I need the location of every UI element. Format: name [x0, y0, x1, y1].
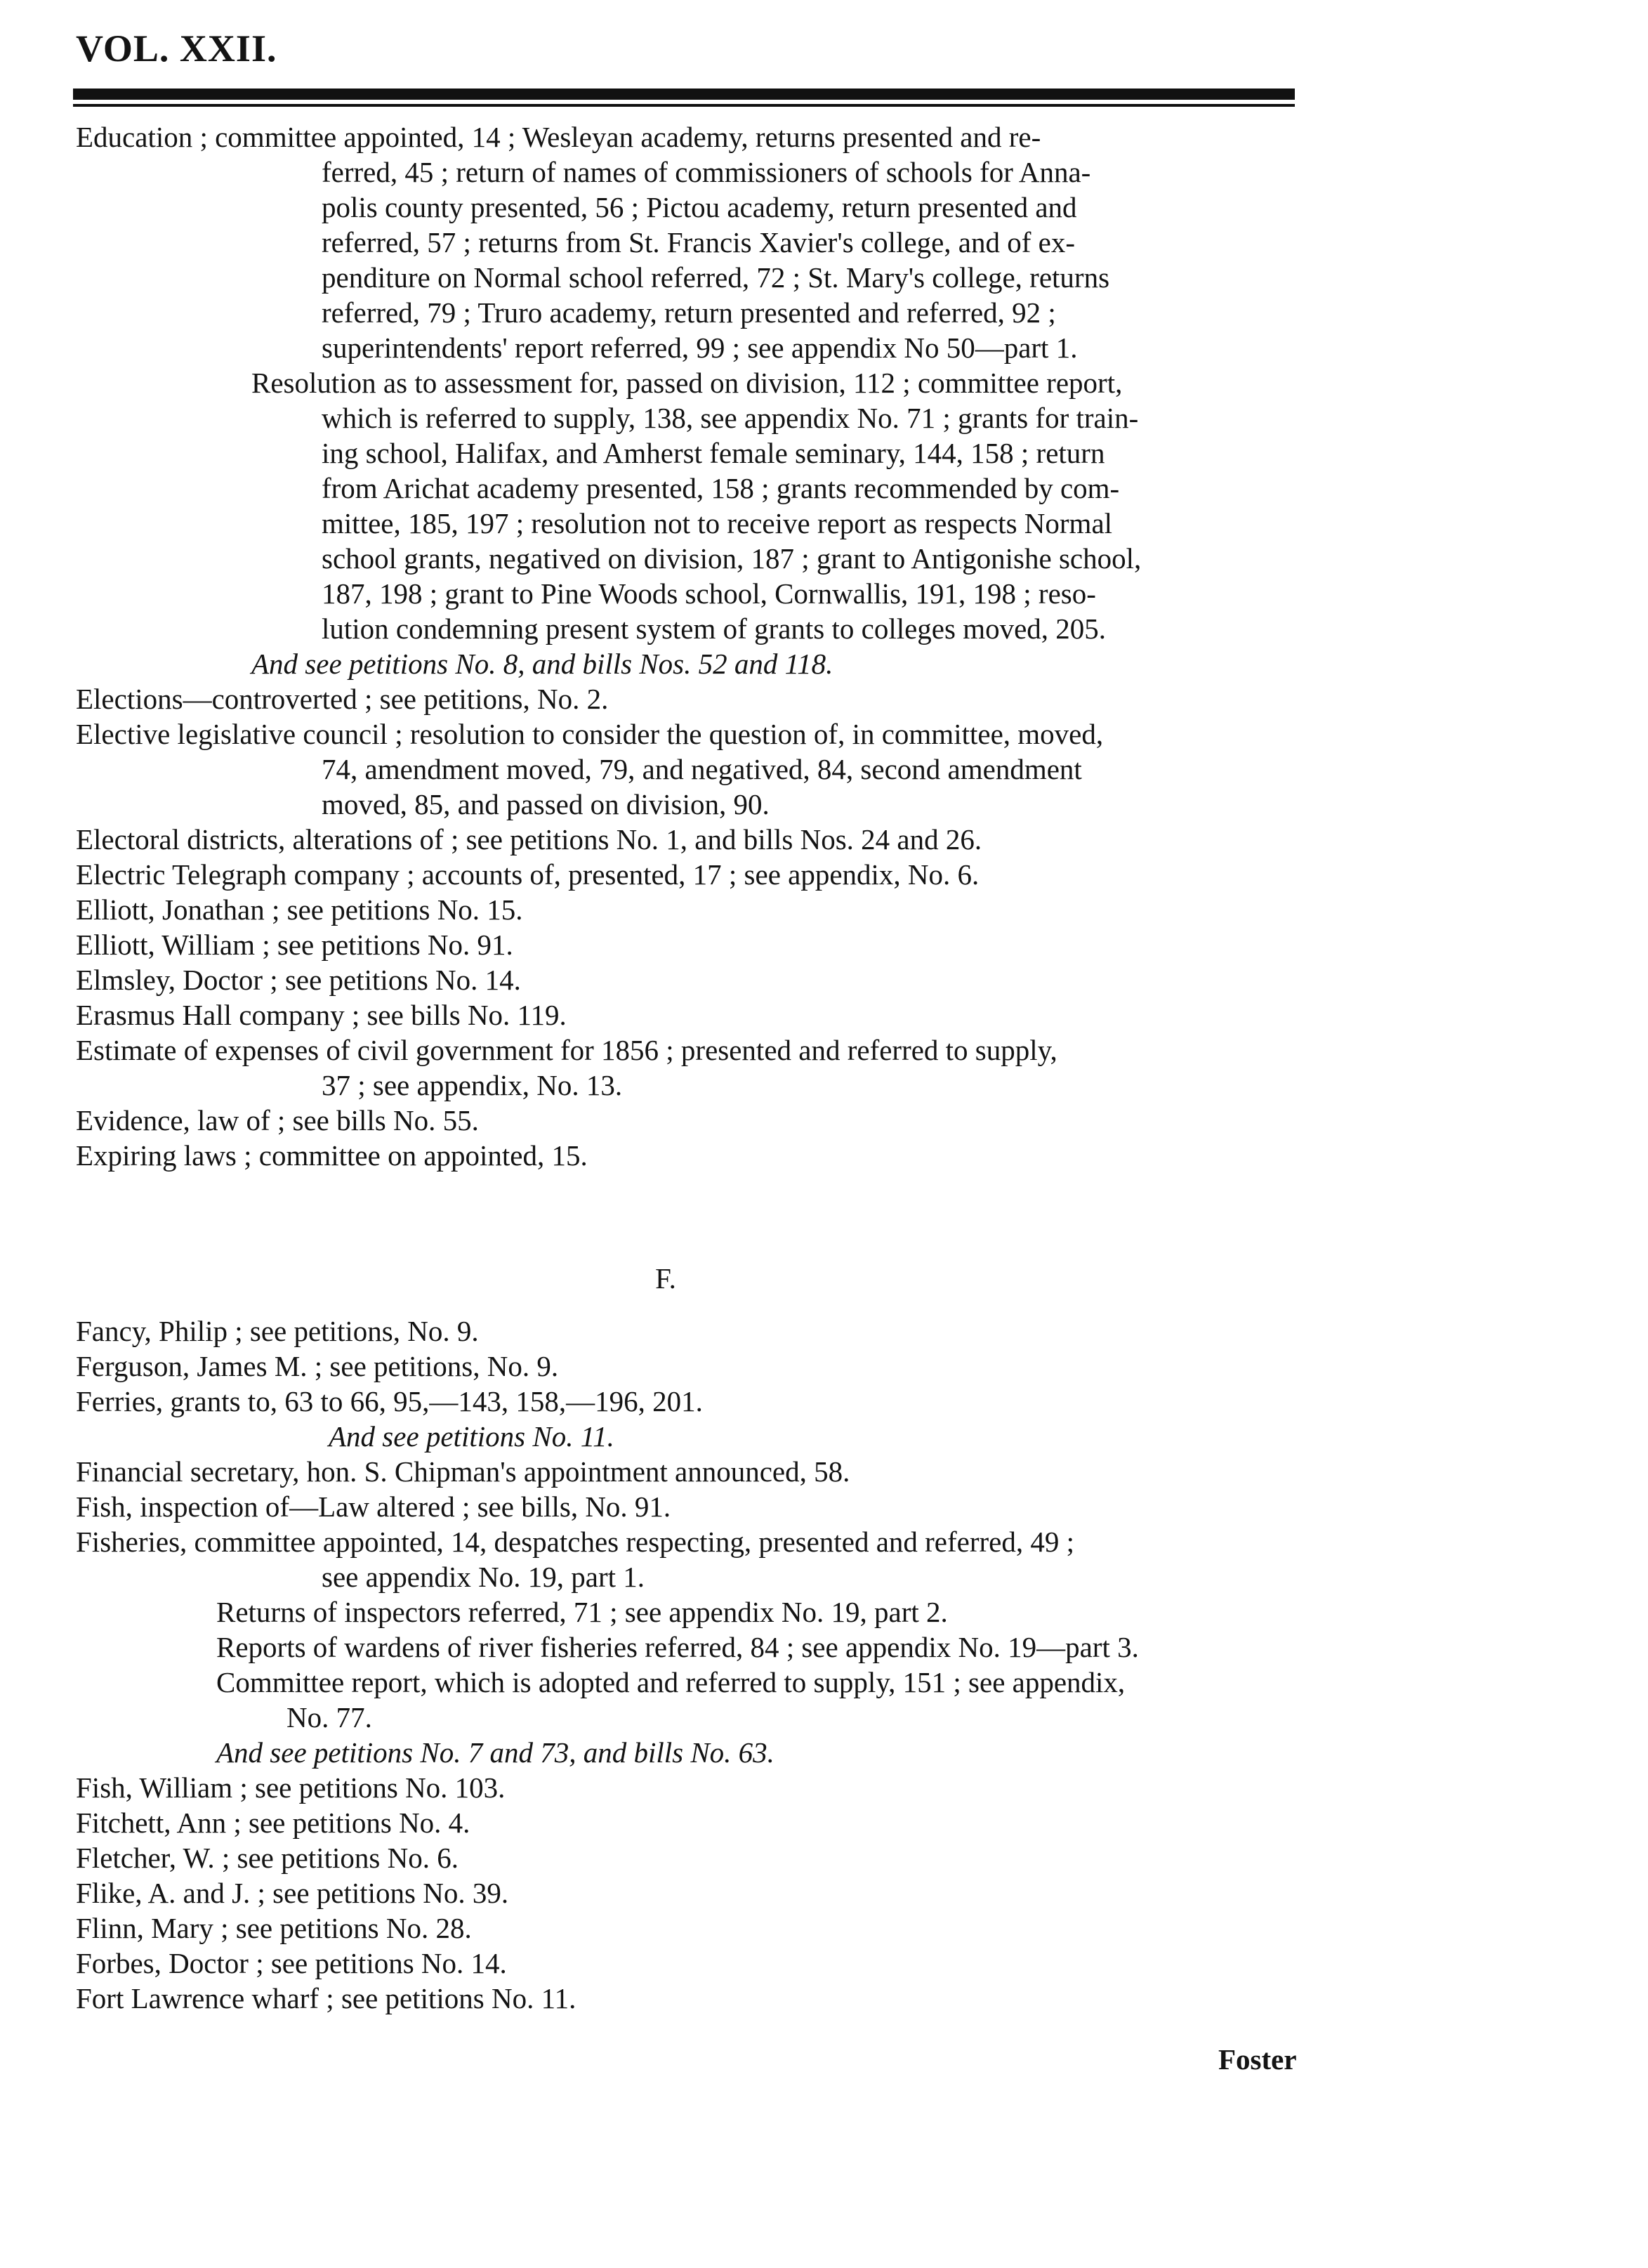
- entry-line: Elections—controverted ; see petitions, No. 2.: [76, 683, 609, 715]
- entry-line: Elmsley, Doctor ; see petitions No. 14.: [76, 964, 521, 996]
- entry-line: referred, 57 ; returns from St. Francis Xavier's college, and of ex-: [322, 226, 1076, 258]
- entry-line: Fisheries, committee appointed, 14, despatches respecting, presented and referred, 49 ;: [76, 1526, 1074, 1558]
- entry-line: Estimate of expenses of civil government for 1856 ; presented and referred to supply,: [76, 1034, 1057, 1066]
- entry-line: 187, 198 ; grant to Pine Woods school, Cornwallis, 191, 198 ; reso-: [322, 577, 1096, 610]
- entry-line: Fletcher, W. ; see petitions No. 6.: [76, 1842, 459, 1874]
- entry-line: 74, amendment moved, 79, and negatived, 84, second amendment: [322, 753, 1082, 785]
- entry-line: Electoral districts, alterations of ; see petitions No. 1, and bills Nos. 24 and 26.: [76, 823, 982, 856]
- entry-line: Evidence, law of ; see bills No. 55.: [76, 1104, 479, 1136]
- entry-line: Resolution as to assessment for, passed on division, 112 ; committee report,: [251, 367, 1123, 399]
- entry-line: Fancy, Philip ; see petitions, No. 9.: [76, 1315, 479, 1347]
- entry-line: Elective legislative council ; resolution to consider the question of, in committee, moved,: [76, 718, 1104, 750]
- entry-line: ferred, 45 ; return of names of commissioners of schools for Anna-: [322, 156, 1091, 188]
- entry-line: Forbes, Doctor ; see petitions No. 14.: [76, 1947, 507, 1979]
- catchword: Foster: [1218, 2043, 1297, 2076]
- volume-heading: VOL. XXII.: [76, 27, 277, 70]
- entry-line: Education ; committee appointed, 14 ; Wesleyan academy, returns presented and re-: [76, 121, 1041, 153]
- entry-line: 37 ; see appendix, No. 13.: [322, 1069, 623, 1101]
- header-rule-thin: [73, 104, 1295, 107]
- entry-line: Fish, William ; see petitions No. 103.: [76, 1771, 506, 1804]
- entry-line: Financial secretary, hon. S. Chipman's appointment announced, 58.: [76, 1455, 850, 1488]
- entry-line: school grants, negatived on division, 187 ; grant to Antigonishe school,: [322, 542, 1142, 575]
- entry-line: Elliott, William ; see petitions No. 91.: [76, 929, 513, 961]
- header-rule-thick: [73, 89, 1295, 100]
- entry-line: lution condemning present system of grants to colleges moved, 205.: [322, 612, 1107, 645]
- entry-line: which is referred to supply, 138, see appendix No. 71 ; grants for train-: [322, 402, 1139, 434]
- entry-line: from Arichat academy presented, 158 ; grants recommended by com-: [322, 472, 1120, 504]
- section-letter: F.: [655, 1262, 676, 1294]
- entry-line: Fish, inspection of—Law altered ; see bills, No. 91.: [76, 1490, 671, 1523]
- entry-line: Fitchett, Ann ; see petitions No. 4.: [76, 1807, 470, 1839]
- entry-line: polis county presented, 56 ; Pictou academy, return presented and: [322, 191, 1077, 223]
- entry-line: superintendents' report referred, 99 ; see appendix No 50—part 1.: [322, 332, 1078, 364]
- entry-line: Expiring laws ; committee on appointed, 15.: [76, 1139, 588, 1172]
- entry-line: Electric Telegraph company ; accounts of, presented, 17 ; see appendix, No. 6.: [76, 858, 980, 891]
- index-entries: [76, 119, 1312, 2016]
- entry-line: Ferries, grants to, 63 to 66, 95,—143, 158,—196, 201.: [76, 1385, 703, 1417]
- entry-line: Flinn, Mary ; see petitions No. 28.: [76, 1912, 472, 1944]
- entry-line: referred, 79 ; Truro academy, return presented and referred, 92 ;: [322, 296, 1056, 329]
- entry-line: ing school, Halifax, and Amherst female seminary, 144, 158 ; return: [322, 437, 1105, 469]
- entry-line: Elliott, Jonathan ; see petitions No. 15.: [76, 893, 523, 926]
- entry-line: Ferguson, James M. ; see petitions, No. 9.: [76, 1350, 559, 1382]
- entry-line: mittee, 185, 197 ; resolution not to receive report as respects Normal: [322, 507, 1113, 539]
- entry-line: penditure on Normal school referred, 72 ; St. Mary's college, returns: [322, 261, 1110, 294]
- entry-line: Flike, A. and J. ; see petitions No. 39.: [76, 1877, 509, 1909]
- entry-line: moved, 85, and passed on division, 90.: [322, 788, 770, 820]
- entry-line: And see petitions No. 11.: [329, 1420, 614, 1453]
- entry-line: And see petitions No. 8, and bills Nos. 52 and 118.: [251, 648, 833, 680]
- entry-line: No. 77.: [286, 1701, 372, 1733]
- entry-line: Committee report, which is adopted and referred to supply, 151 ; see appendix,: [216, 1666, 1126, 1698]
- entry-line: And see petitions No. 7 and 73, and bills No. 63.: [216, 1736, 774, 1769]
- entry-line: see appendix No. 19, part 1.: [322, 1561, 645, 1593]
- entry-line: Fort Lawrence wharf ; see petitions No. 11.: [76, 1982, 576, 2014]
- entry-line: Reports of wardens of river fisheries referred, 84 ; see appendix No. 19—part 3.: [216, 1631, 1139, 1663]
- section-spacer: [76, 1173, 1312, 1243]
- entry-line: Erasmus Hall company ; see bills No. 119.: [76, 999, 567, 1031]
- entry-line: Returns of inspectors referred, 71 ; see appendix No. 19, part 2.: [216, 1596, 948, 1628]
